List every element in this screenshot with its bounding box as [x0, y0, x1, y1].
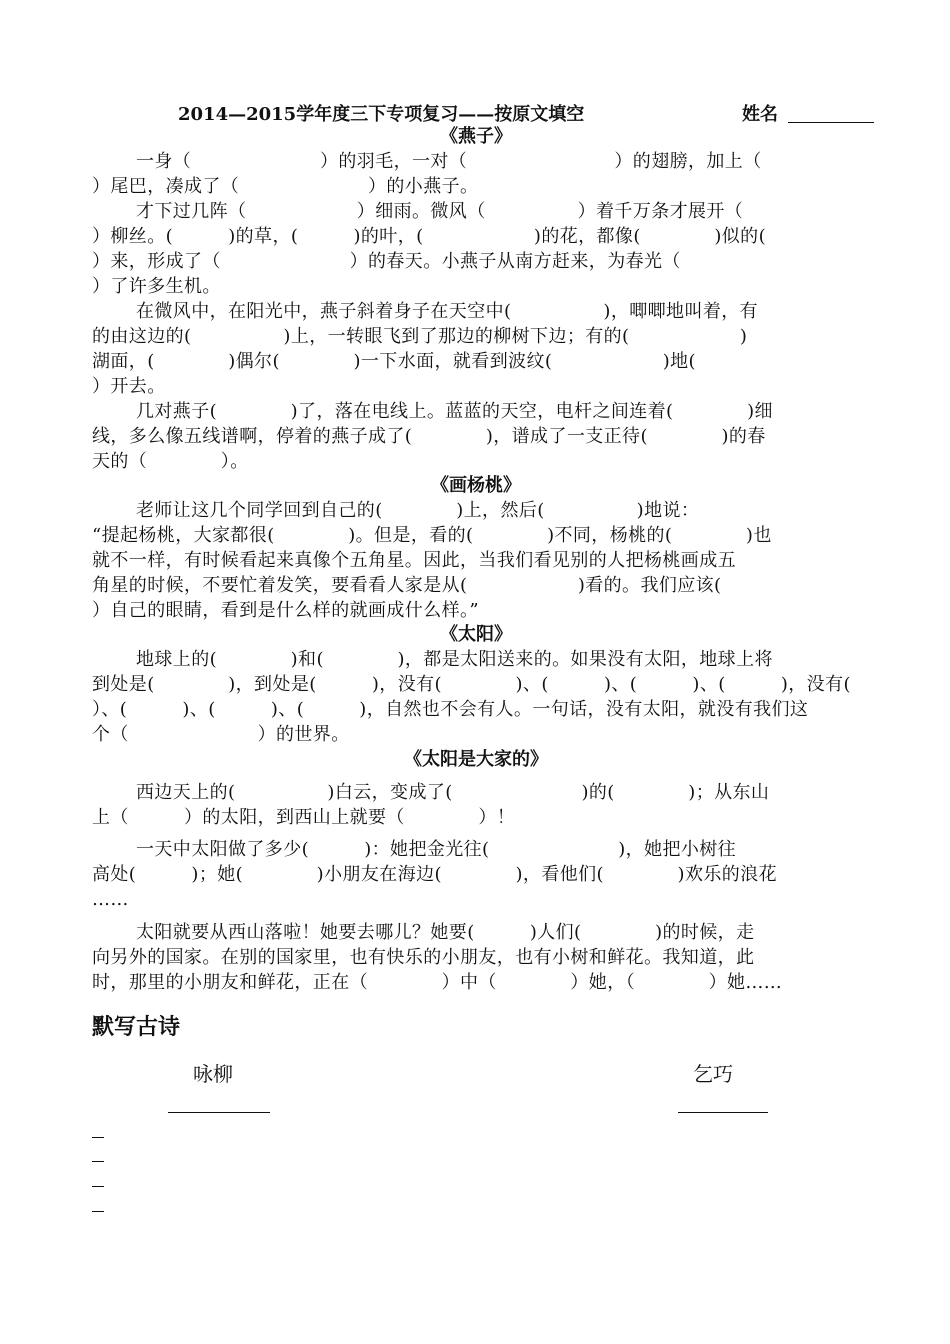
sun-for-all-line-1: 西边天上的( )白云，变成了( )的( )；从东山 — [136, 782, 770, 803]
starfruit-line-3: 就不一样，有时候看起来真像个五角星。因此，当我们看见别的人把杨桃画成五 — [92, 550, 736, 571]
poem-author-blank-left[interactable] — [168, 1112, 270, 1113]
sun-line-4: 个（ ）的世界。 — [92, 724, 350, 745]
sun-for-all-line-5: …… — [92, 889, 129, 910]
section-title-swallow: 《燕子》 — [440, 126, 512, 147]
sun-for-all-line-7: 向另外的国家。在别的国家里，也有快乐的小朋友，也有小树和鲜花。我知道，此 — [92, 947, 755, 968]
swallow-line-11: 几对燕子( )了，落在电线上。蓝蓝的天空，电杆之间连着( )细 — [136, 401, 773, 422]
name-blank[interactable] — [788, 122, 874, 123]
answer-line-3[interactable] — [92, 1186, 104, 1187]
name-label: 姓名 — [742, 104, 778, 125]
swallow-line-12: 线，多么像五线谱啊，停着的燕子成了( )，谱成了一支正待( )的春 — [92, 426, 766, 447]
section-title-sun: 《太阳》 — [440, 624, 512, 645]
swallow-line-10: ）开去。 — [92, 376, 166, 397]
sun-for-all-line-4: 高处( )；她( )小朋友在海边( )，看他们( )欢乐的浪花 — [92, 864, 777, 885]
sun-for-all-line-8: 时，那里的小朋友和鲜花，正在（ ）中（ ）她，（ ）她…… — [92, 972, 783, 993]
swallow-line-9: 湖面，( )偶尔( )一下水面，就看到波纹( )地( — [92, 351, 696, 372]
section-title-starfruit: 《画杨桃》 — [431, 475, 521, 496]
swallow-line-6: ）了许多生机。 — [92, 276, 221, 297]
swallow-line-5: ）来，形成了（ ）的春天。小燕子从南方赶来，为春光（ — [92, 251, 681, 272]
starfruit-line-1: 老师让这几个同学回到自己的( )上，然后( )地说： — [136, 500, 700, 521]
starfruit-line-2: “提起杨桃，大家都很( )。但是，看的( )不同，杨桃的( )也 — [92, 525, 772, 546]
swallow-line-7: 在微风中，在阳光中，燕子斜着身子在天空中( )，唧唧地叫着，有 — [136, 301, 759, 322]
answer-line-1[interactable] — [92, 1137, 104, 1138]
section-title-sun-for-all: 《太阳是大家的》 — [404, 749, 548, 770]
poem-title-left: 咏柳 — [193, 1062, 233, 1086]
swallow-line-13: 天的（ ）。 — [92, 451, 249, 472]
answer-line-2[interactable] — [92, 1161, 104, 1162]
poem-dictation-heading: 默写古诗 — [92, 1014, 181, 1040]
swallow-line-8: 的由这边的( )上，一转眼飞到了那边的柳树下边；有的( ) — [92, 326, 748, 347]
swallow-line-3: 才下过几阵（ ）细雨。微风（ ）着千万条才展开（ — [136, 201, 744, 222]
sun-for-all-line-6: 太阳就要从西山落啦！她要去哪儿？她要( )人们( )的时候，走 — [136, 922, 755, 943]
sun-for-all-line-3: 一天中太阳做了多少( )：她把金光往( )，她把小树往 — [136, 839, 737, 860]
page-title: 2014—2015学年度三下专项复习——按原文填空 — [178, 104, 585, 125]
sun-for-all-line-2: 上（ ）的太阳，到西山上就要（ ）！ — [92, 807, 516, 828]
sun-line-3: ）、( )、( )、( )，自然也不会有人。一句话，没有太阳，就没有我们这 — [92, 699, 809, 720]
swallow-line-4: ）柳丝。( )的草，( )的叶，( )的花，都像( )似的( — [92, 226, 766, 247]
swallow-line-2: ）尾巴，凑成了（ ）的小燕子。 — [92, 176, 479, 197]
poem-author-blank-right[interactable] — [678, 1112, 768, 1113]
sun-line-1: 地球上的( )和( )，都是太阳送来的。如果没有太阳，地球上将 — [136, 649, 773, 670]
swallow-line-1: 一身（ ）的羽毛，一对（ ）的翅膀，加上（ — [136, 151, 762, 172]
starfruit-line-5: ）自己的眼睛，看到是什么样的就画成什么样。” — [92, 600, 479, 621]
sun-line-2: 到处是( )，到处是( )，没有( )、( )、( )、( )，没有( — [92, 674, 851, 695]
poem-title-right: 乞巧 — [693, 1062, 733, 1086]
starfruit-line-4: 角星的时候，不要忙着发笑，要看看人家是从( )看的。我们应该( — [92, 575, 722, 596]
header-row — [0, 100, 950, 126]
answer-line-4[interactable] — [92, 1211, 104, 1212]
